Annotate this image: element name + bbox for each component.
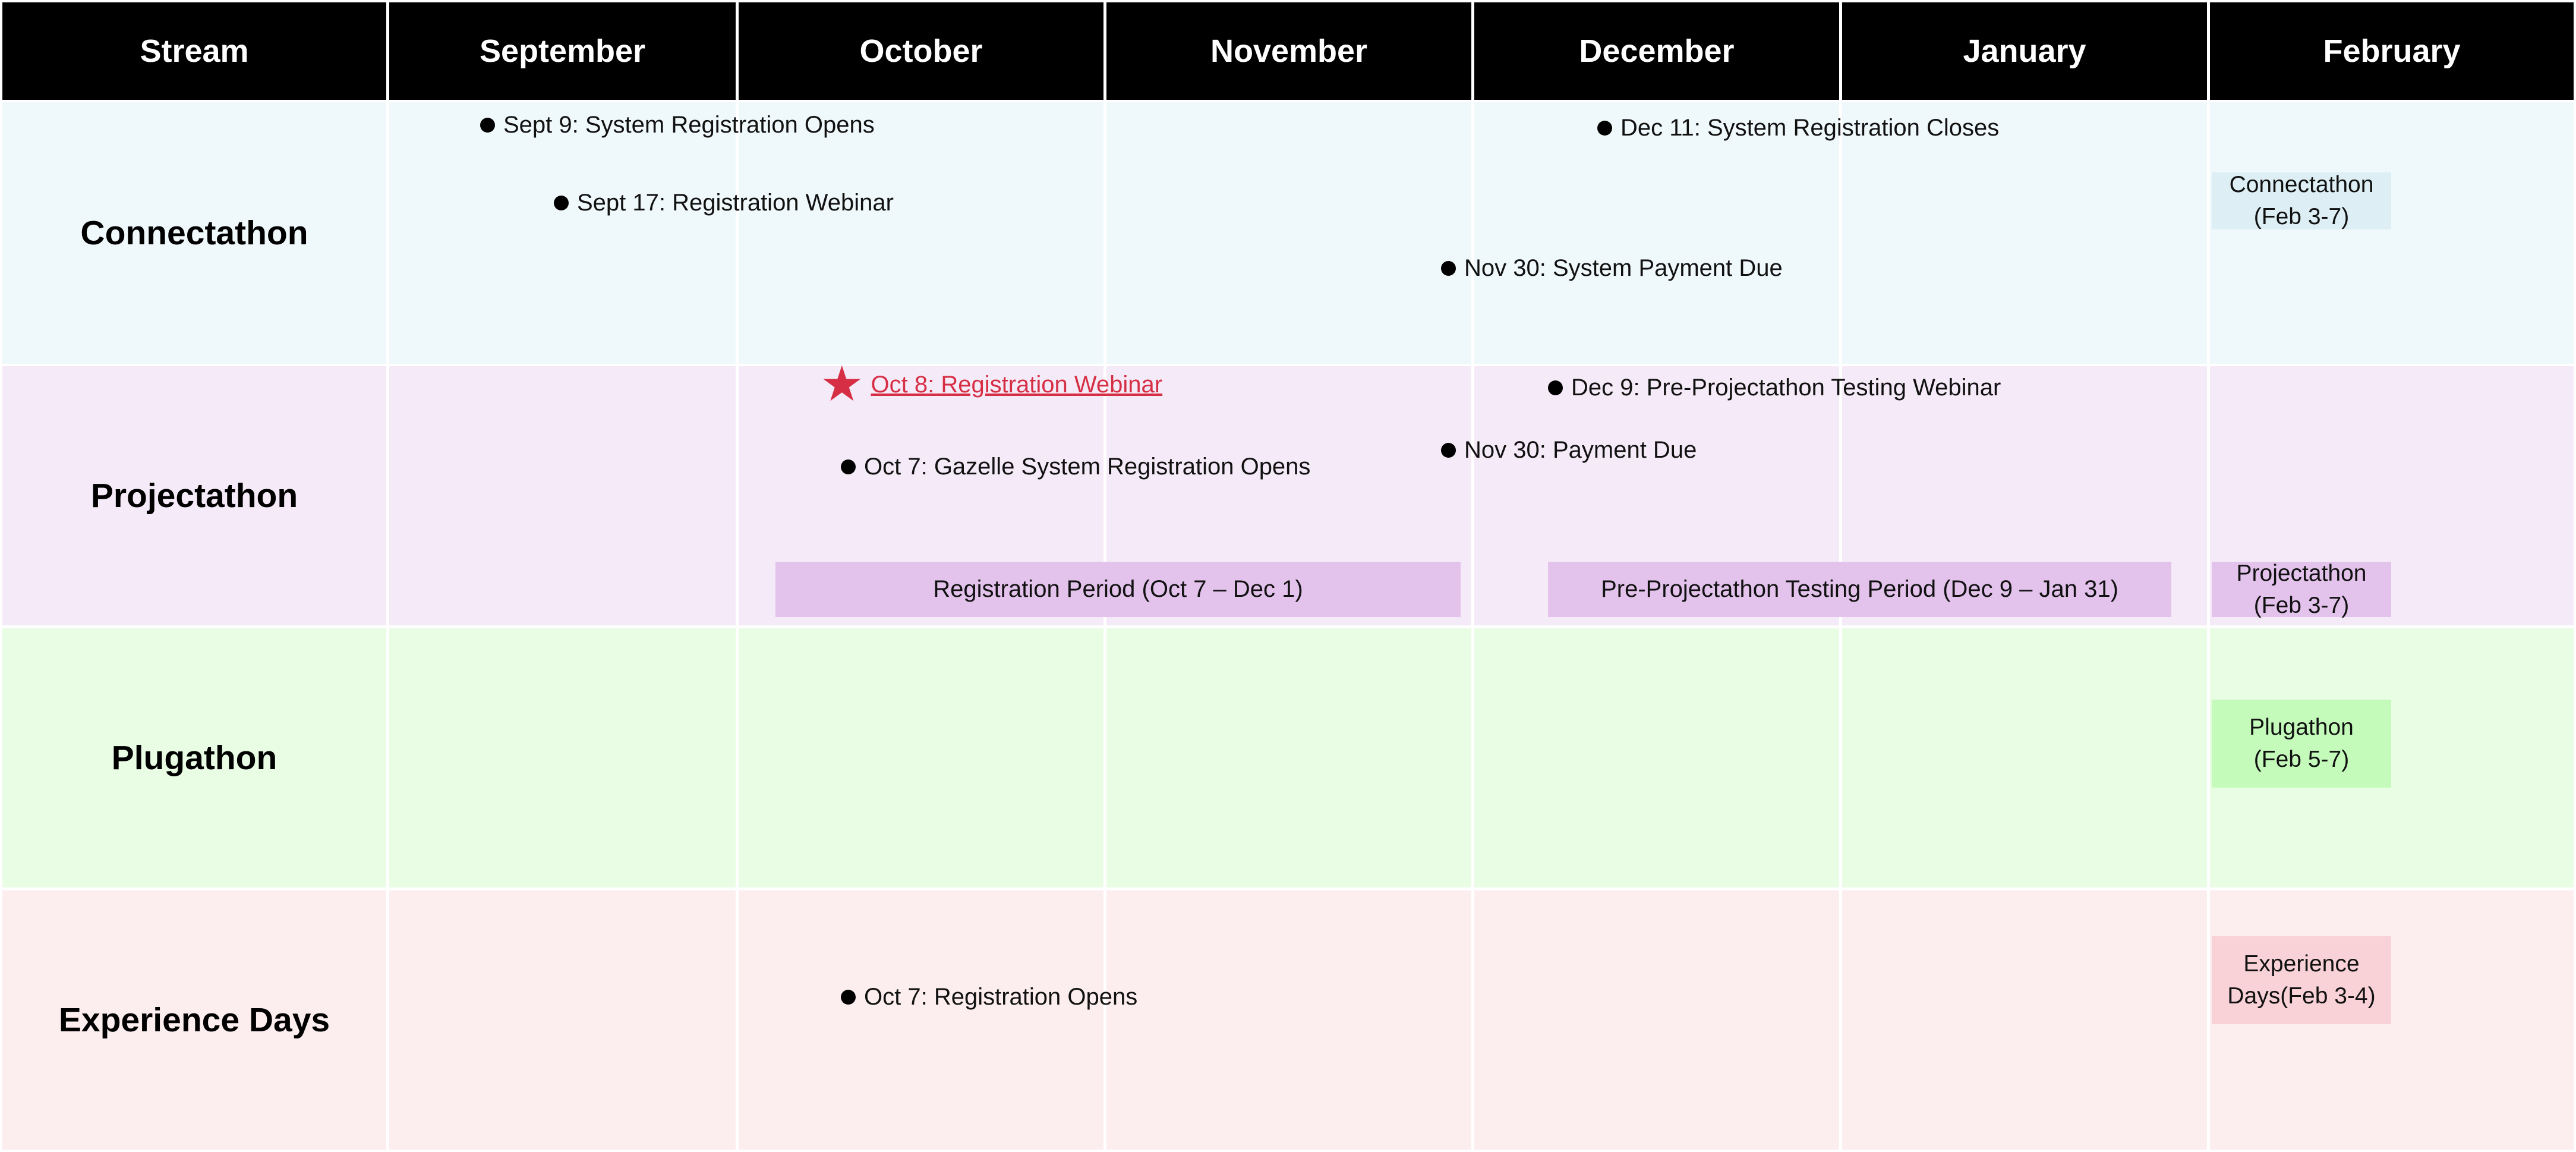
bullet-dot-icon: [480, 118, 495, 133]
bullet-dot-icon: [1597, 121, 1612, 136]
milestone-sept17-registration-webinar: [554, 188, 894, 218]
header-month-december: December: [1474, 2, 1839, 100]
event-dates: (Feb 3-7): [2253, 592, 2350, 618]
milestone-text: Dec 9: Pre-Projectathon Testing Webinar: [1571, 374, 2001, 401]
milestone-text: Oct 7: Gazelle System Registration Opens: [864, 453, 1311, 480]
testing-period-bar: Pre-Projectathon Testing Period (Dec 9 – Jan 31): [1548, 562, 2171, 617]
event-dates: Days(Feb 3-4): [2227, 983, 2376, 1009]
milestone-nov30-payment-due: [1441, 435, 1697, 465]
stream-label-connectathon: Connectathon: [80, 214, 308, 252]
bullet-dot-icon: [1548, 380, 1563, 395]
milestone-text: Sept 17: Registration Webinar: [577, 189, 894, 216]
bullet-dot-icon: [554, 196, 569, 210]
header-month-september: September: [389, 2, 736, 100]
stream-label-plugathon: Plugathon: [111, 739, 278, 777]
milestone-dec9-testing-webinar: [1548, 373, 2001, 402]
event-dates: (Feb 5-7): [2253, 747, 2350, 772]
milestone-text: Oct 7: Registration Opens: [864, 983, 1138, 1010]
column-divider: [2207, 0, 2210, 1152]
star-icon: ★: [820, 357, 864, 411]
event-experience-days: [2212, 936, 2391, 1024]
milestone-dec11-registration-closes: [1597, 113, 1999, 143]
event-plugathon: [2212, 700, 2391, 788]
header-month-january: January: [1842, 2, 2207, 100]
bullet-dot-icon: [1441, 443, 1456, 458]
milestone-nov30-system-payment-due: [1441, 253, 1783, 283]
bullet-dot-icon: [841, 459, 856, 474]
header-month-november: November: [1106, 2, 1471, 100]
stream-label-projectathon: Projectathon: [90, 477, 298, 515]
milestone-oct8-registration-webinar[interactable]: [820, 358, 1162, 411]
column-divider: [1471, 0, 1474, 1152]
event-projectathon: [2212, 562, 2391, 617]
header-month-february: February: [2210, 2, 2574, 100]
milestone-text: Dec 11: System Registration Closes: [1620, 114, 2000, 141]
milestone-sept9-registration-opens: [480, 110, 875, 140]
milestone-text: Sept 9: System Registration Opens: [503, 111, 875, 138]
event-dates: (Feb 3-7): [2253, 204, 2350, 229]
bullet-dot-icon: [1441, 261, 1456, 276]
milestone-oct7-gazelle-registration-opens: [841, 452, 1310, 481]
bullet-dot-icon: [841, 990, 856, 1005]
registration-webinar-link[interactable]: Oct 8: Registration Webinar: [871, 371, 1163, 398]
header-month-october: October: [739, 2, 1103, 100]
event-connectathon: [2212, 172, 2391, 229]
stream-label-experience-days: Experience Days: [58, 1001, 330, 1039]
column-divider: [736, 0, 739, 1152]
event-title: Experience: [2243, 951, 2360, 977]
milestone-text: Nov 30: System Payment Due: [1464, 254, 1783, 281]
milestone-oct7-registration-opens: [841, 982, 1137, 1012]
event-title: Projectathon: [2236, 560, 2367, 586]
milestone-text: Nov 30: Payment Due: [1464, 436, 1697, 463]
column-divider: [386, 0, 389, 1152]
event-title: Plugathon: [2249, 715, 2354, 740]
header-stream: Stream: [2, 2, 386, 100]
registration-period-bar: Registration Period (Oct 7 – Dec 1): [775, 562, 1461, 617]
event-title: Connectathon: [2229, 172, 2374, 197]
